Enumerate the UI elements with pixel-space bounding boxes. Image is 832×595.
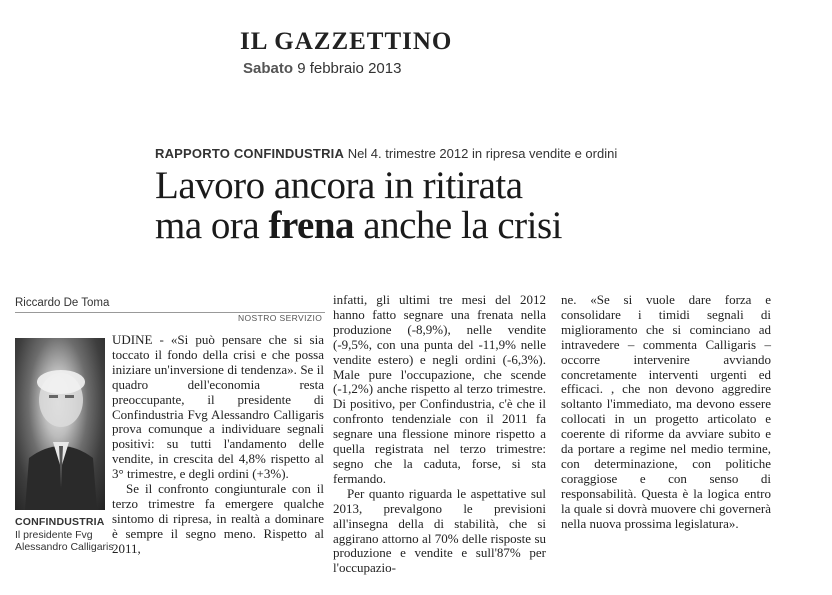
newspaper-masthead: IL GAZZETTINO — [240, 28, 453, 55]
portrait-figure-icon — [15, 338, 105, 510]
article-headline — [155, 166, 562, 246]
kicker-tag: RAPPORTO CONFINDUSTRIA — [155, 146, 345, 161]
article-column-1 — [112, 333, 324, 557]
headline-line-2 — [155, 206, 562, 246]
headline-highlight: frena — [268, 204, 355, 247]
headline-line-2-pre: ma ora — [155, 204, 269, 247]
author-byline: Riccardo De Toma — [15, 297, 110, 309]
kicker-text: Nel 4. trimestre 2012 in ripresa vendite e ordini — [347, 146, 618, 161]
column-2-paragraph-2: Per quanto riguarda le aspettative sul 2013, prevalgono le previsioni all'insegna della di stabilità, che si aggirano attorno al 70% delle risposte su produzione e vendite e sull'87% per l'occupazio- — [333, 485, 546, 576]
article-column-3 — [561, 293, 771, 532]
service-label: NOSTRO SERVIZIO — [238, 313, 323, 323]
portrait-photo — [15, 338, 105, 510]
caption-title: CONFINDUSTRIA — [15, 516, 105, 528]
column-3-paragraph-1: ne. «Se si vuole dare forza e consolidare i timidi segnali di miglioramento che si cominciano ad intravedere – commenta Calligaris – occorre intervenire avviando concretamente interventi urgenti ed efficaci. , che non devono aggredire soltanto l'immediato, ma devono essere collocati in un progetto articolato e coerente di riforme da avviare subito e da portare a regime nel medio termine, con determinazione, con politiche coraggiose e con senso di responsabilità. Questa è la logica entro la quale si dovrà muovere chi governerà nella nuova prossima legislatura». — [561, 292, 771, 531]
column-1-paragraph-2: Se il confronto congiunturale con il terzo trimestre fa emergere qualche sintomo di ripresa, in realtà a dominare è sempre il segno meno. Rispetto al 2011, — [112, 481, 324, 556]
date-weekday: Sabato — [243, 60, 294, 77]
column-2-paragraph-1: infatti, gli ultimi tre mesi del 2012 hanno fatto segnare una frenata nella produzione (-8,9%), nelle vendite (-9,5%, con una punta del -11,9% nelle vendite estero) e negli ordini (-6,3%). Male pure l'occupazione, che scende (-1,2%) anche rispetto al terzo trimestre. Di positivo, per Confindustria, c'è che il confronto tendenziale con il 2011 fa segnare una flessione minore rispetto a quella registrata nel terzo trimestre: segno che la caduta, forse, si sta fermando. — [333, 292, 546, 486]
column-1-paragraph-1: UDINE - «Si può pensare che si sia toccato il fondo della crisi e che possa iniziare un'inversione di tendenza». Se il quadro dell'economia resta preoccupante, il presidente di Confindustria Fvg Alessandro Calligaris prova comunque a individuare segnali positivi: su tutti l'andamento delle vendite, in crescita del 4,8% rispetto al 3° trimestre, e degli ordini (+3%). — [112, 332, 324, 482]
date-text: 9 febbraio 2013 — [297, 60, 402, 77]
article-kicker — [155, 146, 617, 161]
photo-caption — [15, 516, 115, 554]
publication-date — [243, 60, 401, 77]
caption-text: Il presidente Fvg Alessandro Calligaris — [15, 528, 114, 553]
article-column-2 — [333, 293, 546, 576]
headline-line-1: Lavoro ancora in ritirata — [155, 164, 523, 207]
headline-line-2-post: anche la crisi — [354, 204, 563, 247]
